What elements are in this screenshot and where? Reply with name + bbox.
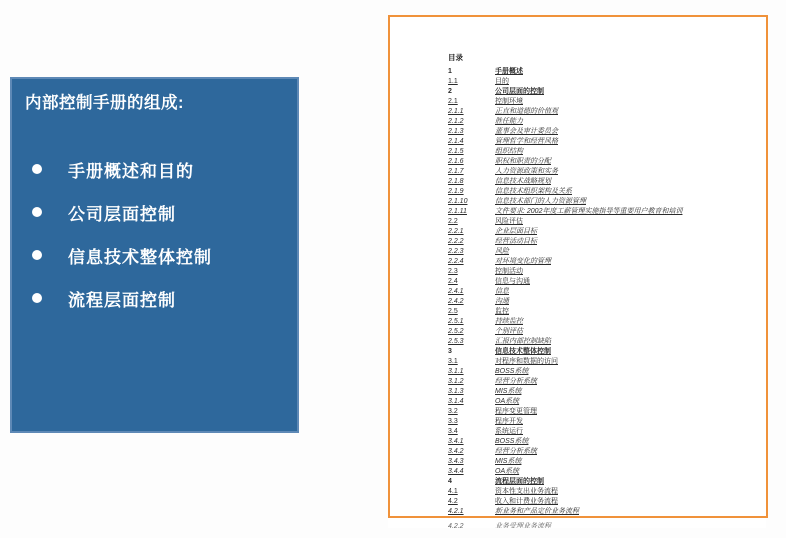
toc-entry-title[interactable]: OA系统 <box>495 398 520 405</box>
toc-entry[interactable] <box>448 187 766 197</box>
toc-entry-title[interactable]: 人力资源政策和实务 <box>495 168 558 175</box>
toc-entry[interactable] <box>448 497 766 507</box>
bullet-circle-icon <box>32 207 42 217</box>
toc-entry-title[interactable]: 流程层面的控制 <box>495 478 544 485</box>
toc-entry-number[interactable]: 3.4.2 <box>448 448 464 455</box>
bullet-item <box>32 288 297 308</box>
toc-entry-number[interactable]: 2.5.3 <box>448 338 464 345</box>
toc-entry[interactable] <box>448 67 766 77</box>
toc-entry[interactable] <box>448 477 766 487</box>
toc-entry[interactable] <box>448 237 766 247</box>
toc-entry[interactable] <box>448 377 766 387</box>
toc-entry[interactable] <box>448 287 766 297</box>
toc-entry[interactable] <box>448 437 766 447</box>
toc-entry-number[interactable]: 3.4.3 <box>448 458 464 465</box>
toc-entry-number[interactable]: 4.2.1 <box>448 508 464 515</box>
toc-entry[interactable] <box>448 417 766 427</box>
toc-entry-title[interactable]: 风险 <box>495 248 509 255</box>
toc-entry[interactable] <box>448 357 766 367</box>
toc-entry-title[interactable]: 经营活动目标 <box>495 238 537 245</box>
toc-entry-number[interactable]: 1.1 <box>448 78 458 85</box>
toc-entry[interactable] <box>448 317 766 327</box>
toc-entry[interactable] <box>448 87 766 97</box>
toc-entry-title[interactable]: 控制活动 <box>495 268 523 275</box>
toc-entry-title[interactable]: 收入和计费业务流程 <box>495 498 558 505</box>
toc-list <box>388 67 766 528</box>
toc-entry[interactable] <box>448 107 766 117</box>
toc-entry-number[interactable]: 2.2.2 <box>448 238 464 245</box>
toc-entry-title[interactable]: 信息技术整体控制 <box>495 348 551 355</box>
toc-entry-number[interactable]: 3.1.1 <box>448 368 464 375</box>
toc-entry-number[interactable]: 2.5 <box>448 308 458 315</box>
toc-entry[interactable] <box>448 277 766 287</box>
summary-panel <box>10 77 299 433</box>
toc-entry[interactable] <box>448 147 766 157</box>
bullet-label: 流程层面控制 <box>68 290 176 310</box>
toc-entry-number[interactable]: 2.1.4 <box>448 138 464 145</box>
toc-entry-number[interactable]: 3.1.3 <box>448 388 464 395</box>
toc-entry[interactable] <box>448 522 766 528</box>
toc-entry-title[interactable]: 目的 <box>495 78 509 85</box>
toc-entry-title[interactable]: 资本性支出业务流程 <box>495 488 558 495</box>
toc-entry-number[interactable]: 2.1.7 <box>448 168 464 175</box>
toc-entry[interactable] <box>448 197 766 207</box>
toc-entry[interactable] <box>448 267 766 277</box>
toc-entry[interactable] <box>448 247 766 257</box>
toc-entry-title[interactable]: 程序开发 <box>495 418 523 425</box>
toc-entry-number[interactable]: 2.1.9 <box>448 188 464 195</box>
toc-entry[interactable] <box>448 117 766 127</box>
toc-entry-title[interactable]: 监控 <box>495 308 509 315</box>
toc-entry[interactable] <box>448 177 766 187</box>
bullet-circle-icon <box>32 164 42 174</box>
bullet-label: 信息技术整体控制 <box>68 247 212 267</box>
toc-entry[interactable] <box>448 207 766 217</box>
toc-entry-title[interactable]: BOSS系统 <box>495 438 529 445</box>
toc-entry-number[interactable]: 2.4.2 <box>448 298 464 305</box>
toc-entry[interactable] <box>448 337 766 347</box>
toc-entry-number[interactable]: 2.2.3 <box>448 248 464 255</box>
toc-entry-number[interactable]: 2 <box>448 88 452 95</box>
toc-entry-title[interactable]: 职权和职责的分配 <box>495 158 551 165</box>
toc-entry-number[interactable]: 3.4.1 <box>448 438 464 445</box>
toc-entry-title[interactable]: 系统运行 <box>495 428 523 435</box>
toc-entry-title[interactable]: 沟通 <box>495 298 509 305</box>
toc-entry[interactable] <box>448 127 766 137</box>
toc-entry-title[interactable]: 企业层面目标 <box>495 228 537 235</box>
bullet-item <box>32 202 297 222</box>
toc-entry-number[interactable]: 2.1.6 <box>448 158 464 165</box>
toc-entry-title[interactable]: 持续监控 <box>495 318 523 325</box>
toc-entry-number[interactable]: 2.5.1 <box>448 318 464 325</box>
toc-entry[interactable] <box>448 227 766 237</box>
toc-entry[interactable] <box>448 407 766 417</box>
toc-entry-title[interactable]: 信息技术部门的人力资源管理 <box>495 198 586 205</box>
toc-entry-title[interactable]: 控制环境 <box>495 98 523 105</box>
toc-entry[interactable] <box>448 447 766 457</box>
toc-entry-title[interactable]: OA系统 <box>495 468 520 475</box>
toc-entry-number[interactable]: 2.4.1 <box>448 288 464 295</box>
toc-entry[interactable] <box>448 157 766 167</box>
toc-entry-title[interactable]: BOSS系统 <box>495 368 529 375</box>
bullet-list <box>12 159 297 308</box>
toc-entry-title[interactable]: 公司层面的控制 <box>495 88 544 95</box>
panel-title: 内部控制手册的组成: <box>25 94 184 112</box>
toc-entry-title[interactable]: 业务受理业务流程 <box>495 523 551 528</box>
toc-entry[interactable] <box>448 427 766 437</box>
toc-entry-title[interactable]: 正直和道德的价值观 <box>495 108 558 115</box>
toc-entry-number[interactable]: 2.4 <box>448 278 458 285</box>
toc-entry[interactable] <box>448 507 766 517</box>
bullet-item <box>32 159 297 179</box>
toc-entry-title[interactable]: 新业务和产品定价业务流程 <box>495 508 579 515</box>
toc-entry-title[interactable]: 个别评估 <box>495 328 523 335</box>
toc-entry[interactable] <box>448 167 766 177</box>
toc-entry-number[interactable]: 2.2.4 <box>448 258 464 265</box>
toc-entry-number[interactable]: 3.1.2 <box>448 378 464 385</box>
toc-entry[interactable] <box>448 217 766 227</box>
toc-entry-number[interactable]: 1 <box>448 68 452 75</box>
toc-entry-number[interactable]: 2.1.10 <box>448 198 468 205</box>
toc-entry-title[interactable]: MIS系统 <box>495 458 522 465</box>
toc-entry-number[interactable]: 2.1.11 <box>448 208 467 215</box>
toc-entry[interactable] <box>448 457 766 467</box>
toc-entry[interactable] <box>448 307 766 317</box>
toc-entry-title[interactable]: 经营分析系统 <box>495 448 537 455</box>
toc-entry-number[interactable]: 4 <box>448 478 452 485</box>
bullet-circle-icon <box>32 293 42 303</box>
toc-entry-title[interactable]: 董事会及审计委员会 <box>495 128 558 135</box>
toc-entry-title[interactable]: 经营分析系统 <box>495 378 537 385</box>
toc-header: 目录 <box>448 53 463 62</box>
toc-entry-title[interactable]: 信息技术组织架构及关系 <box>495 188 572 195</box>
document-preview <box>388 15 766 528</box>
toc-entry-title[interactable]: 程序变更管理 <box>495 408 537 415</box>
toc-entry[interactable] <box>448 397 766 407</box>
toc-entry-title[interactable]: 胜任能力 <box>495 118 523 125</box>
toc-entry-title[interactable]: 手册概述 <box>495 68 523 75</box>
toc-entry-number[interactable]: 3.4 <box>448 428 458 435</box>
toc-entry-title[interactable]: 信息 <box>495 288 509 295</box>
toc-entry[interactable] <box>448 257 766 267</box>
toc-entry-title[interactable]: 组织结构 <box>495 148 523 155</box>
toc-entry-number[interactable]: 2.1.1 <box>448 108 464 115</box>
toc-entry-title[interactable]: 对程序和数据的访问 <box>495 358 558 365</box>
toc-entry-number[interactable]: 2.5.2 <box>448 328 464 335</box>
toc-entry-number[interactable]: 4.1 <box>448 488 458 495</box>
bullet-label: 公司层面控制 <box>68 204 176 224</box>
toc-entry-number[interactable]: 2.2 <box>448 218 458 225</box>
toc-entry-title[interactable]: 对环境变化的管理 <box>495 258 551 265</box>
toc-entry-number[interactable]: 3.1 <box>448 358 458 365</box>
toc-entry-number[interactable]: 3.2 <box>448 408 458 415</box>
toc-entry[interactable] <box>448 487 766 497</box>
toc-entry[interactable] <box>448 77 766 87</box>
bullet-item <box>32 245 297 265</box>
toc-entry-number[interactable]: 2.2.1 <box>448 228 464 235</box>
toc-entry-number[interactable]: 3.3 <box>448 418 458 425</box>
toc-entry[interactable] <box>448 387 766 397</box>
toc-entry-number[interactable]: 3.4.4 <box>448 468 464 475</box>
toc-entry-number[interactable]: 3.1.4 <box>448 398 464 405</box>
toc-entry-number[interactable]: 2.1.3 <box>448 128 464 135</box>
bullet-circle-icon <box>32 250 42 260</box>
toc-entry-title[interactable]: 管理哲学和经营风格 <box>495 138 558 145</box>
toc-entry-title[interactable]: 信息技术战略规划 <box>495 178 551 185</box>
toc-entry-number[interactable]: 2.3 <box>448 268 458 275</box>
toc-entry-title[interactable]: MIS系统 <box>495 388 522 395</box>
toc-entry-title[interactable]: 信息与沟通 <box>495 278 530 285</box>
toc-entry[interactable] <box>448 367 766 377</box>
toc-entry[interactable] <box>448 137 766 147</box>
toc-entry-number[interactable]: 2.1.5 <box>448 148 464 155</box>
toc-entry[interactable] <box>448 347 766 357</box>
toc-entry-number[interactable]: 2.1 <box>448 98 458 105</box>
toc-entry-title[interactable]: 汇报内部控制缺陷 <box>495 338 551 345</box>
toc-entry[interactable] <box>448 467 766 477</box>
bullet-label: 手册概述和目的 <box>68 161 194 181</box>
toc-entry[interactable] <box>448 297 766 307</box>
toc-entry[interactable] <box>448 327 766 337</box>
toc-entry-number[interactable]: 2.1.8 <box>448 178 464 185</box>
toc-entry-title[interactable]: 风险评估 <box>495 218 523 225</box>
toc-entry-number[interactable]: 4.2.2 <box>448 523 464 528</box>
toc-entry-title[interactable]: 文件要求: 2002年度工薪管理实施指导等重要用户教育和培训 <box>495 208 683 215</box>
toc-entry-number[interactable]: 4.2 <box>448 498 458 505</box>
toc-entry-number[interactable]: 2.1.2 <box>448 118 464 125</box>
toc-entry[interactable] <box>448 97 766 107</box>
toc-entry-number[interactable]: 3 <box>448 348 452 355</box>
